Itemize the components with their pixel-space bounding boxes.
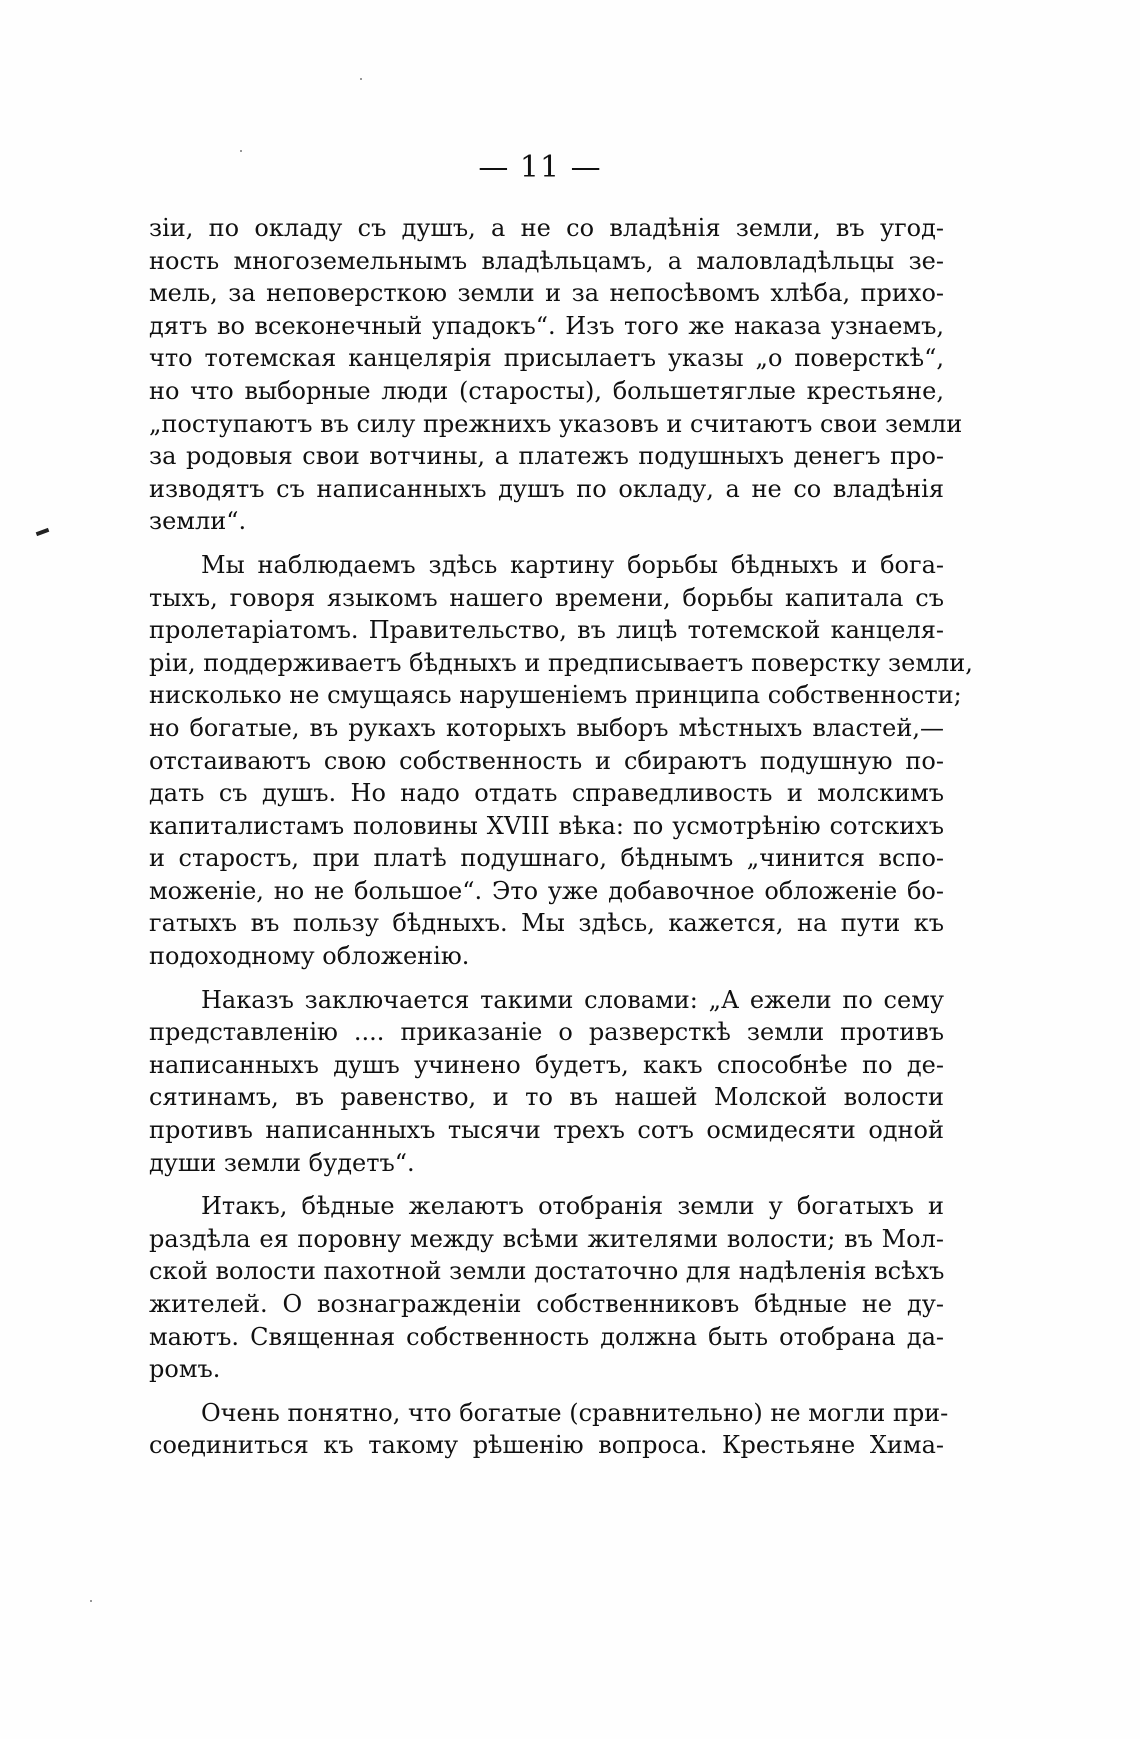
text-line: нисколько не смущаясь нарушеніемъ принципа собственности; xyxy=(149,681,962,710)
text-line: ромъ. xyxy=(149,1355,221,1384)
text-line: маютъ. Священная собственность должна быть отобрана да- xyxy=(149,1322,944,1351)
paragraph xyxy=(149,984,944,1180)
text-line: написанныхъ душъ учинено будетъ, какъ способнѣе по де- xyxy=(149,1050,944,1079)
text-line: ность многоземельнымъ владѣльцамъ, а маловладѣльцы зе- xyxy=(149,246,944,275)
text-line: зіи, по окладу съ душъ, а не со владѣнія земли, въ угод- xyxy=(149,214,944,242)
text-line: отстаиваютъ свою собственность и сбираютъ подушную по- xyxy=(149,746,944,775)
paragraph xyxy=(149,1397,949,1462)
paragraph xyxy=(149,1190,944,1386)
text-line: гатыхъ въ пользу бѣдныхъ. Мы здѣсь, кажется, на пути къ xyxy=(149,909,944,938)
text-line: противъ написанныхъ тысячи трехъ сотъ осмидесяти одной xyxy=(149,1116,944,1145)
text-line: дятъ во всеконечный упадокъ“. Изъ того же наказа узнаемъ, xyxy=(149,311,944,340)
text-line: но что выборные люди (старосты), большетяглые крестьяне, xyxy=(149,376,944,405)
text-line: раздѣла ея поровну между всѣми жителями волости; въ Мол- xyxy=(149,1224,944,1253)
text-line: что тотемская канцелярія присылаетъ указы „о поверсткѣ“, xyxy=(149,344,944,373)
text-line: капиталистамъ половины XVIII вѣка: по усмотрѣнію сотскихъ xyxy=(149,811,944,840)
text-line: души земли будетъ“. xyxy=(149,1148,415,1177)
text-line: представленію .... приказаніе о разверсткѣ земли противъ xyxy=(149,1018,944,1047)
paragraph-gap xyxy=(149,1179,944,1190)
text-line: Наказъ заключается такими словами: „А ежели по сему xyxy=(201,985,944,1014)
text-line: подоходному обложенію. xyxy=(149,942,470,971)
text-line: земли“. xyxy=(149,507,247,536)
text-line: но богатые, въ рукахъ которыхъ выборъ мѣстныхъ властей,— xyxy=(149,713,944,742)
text-line: жителей. О вознагражденіи собственниковъ бѣдные не ду- xyxy=(149,1290,944,1318)
text-line: соединиться къ такому рѣшенію вопроса. Крестьяне Хима- xyxy=(149,1431,944,1460)
text-line: ріи, поддерживаетъ бѣдныхъ и предписываетъ поверстку земли, xyxy=(149,648,973,677)
text-line: ской волости пахотной земли достаточно для надѣленія всѣхъ xyxy=(149,1257,945,1286)
text-line: Очень понятно, что богатые (сравнительно) не могли при- xyxy=(201,1398,949,1427)
text-line: „поступаютъ въ силу прежнихъ указовъ и считаютъ свои земли xyxy=(149,409,963,438)
text-line: Итакъ, бѣдные желаютъ отобранія земли у богатыхъ и xyxy=(201,1192,944,1221)
margin-pencil-mark xyxy=(36,528,50,536)
paper-speck xyxy=(360,78,362,80)
text-line: Мы наблюдаемъ здѣсь картину борьбы бѣдныхъ и бога- xyxy=(201,550,944,579)
paragraph-gap xyxy=(149,1386,944,1397)
paragraph-gap xyxy=(149,538,944,549)
text-line: и старостъ, при платѣ подушнаго, бѣднымъ „чинится вспо- xyxy=(149,844,944,873)
paper-speck xyxy=(90,1600,92,1602)
page-number: — 11 — xyxy=(478,150,602,185)
text-line: мель, за неповерсткою земли и за непосѣвомъ хлѣба, прихо- xyxy=(149,279,944,308)
text-line: сятинамъ, въ равенство, и то въ нашей Молской волости xyxy=(149,1083,944,1112)
text-line: изводятъ съ написанныхъ душъ по окладу, а не со владѣнія xyxy=(149,474,944,503)
paper-speck xyxy=(240,150,242,152)
paragraph-gap xyxy=(149,973,944,984)
text-line: за родовыя свои вотчины, а платежъ подушныхъ денегъ про- xyxy=(149,442,944,471)
paragraph xyxy=(149,212,963,538)
text-line: дать съ душъ. Но надо отдать справедливость и молскимъ xyxy=(149,779,944,808)
paragraph xyxy=(149,549,973,973)
body-text xyxy=(149,212,973,1462)
text-line: тыхъ, говоря языкомъ нашего времени, борьбы капитала съ xyxy=(149,583,944,612)
text-line: моженіе, но не большое“. Это уже добавочное обложеніе бо- xyxy=(149,876,944,905)
text-line: пролетаріатомъ. Правительство, въ лицѣ тотемской канцеля- xyxy=(149,616,944,645)
